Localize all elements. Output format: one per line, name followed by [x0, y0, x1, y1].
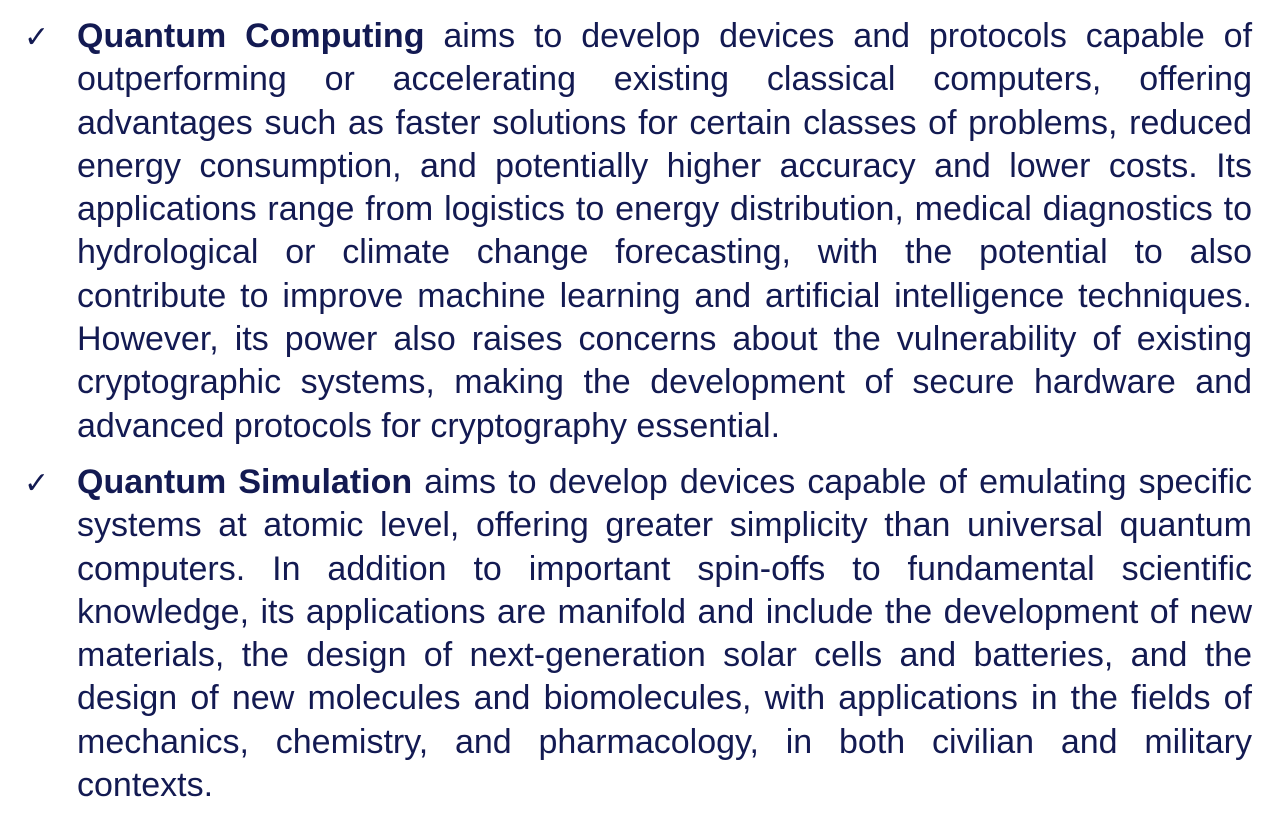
term-quantum-computing: Quantum Computing	[77, 17, 425, 55]
list-item-quantum-computing	[24, 15, 1252, 448]
body-quantum-computing: aims to develop devices and protocols capable of outperforming or accelerating existing classical computers, offering advantages such as faster solutions for certain classes of problems, reduced energy consumption, and potentially higher accuracy and lower costs. Its applications range from logistics to energy distribution, medical diagnostics to hydrological or climate change forecasting, with the potential to also contribute to improve machine learning and artificial intelligence techniques. However, its power also raises concerns about the vulnerability of existing cryptographic systems, making the development of secure hardware and advanced protocols for cryptography essential.	[77, 17, 1253, 445]
paragraph-quantum-simulation	[77, 461, 1252, 807]
check-icon: ✓	[24, 21, 50, 54]
check-icon: ✓	[24, 467, 50, 500]
paragraph-quantum-computing	[77, 15, 1252, 448]
list-item-quantum-simulation	[24, 461, 1252, 807]
body-quantum-simulation: aims to develop devices capable of emulating specific systems at atomic level, offering greater simplicity than universal quantum computers. In addition to important spin-offs to fundamental scientific knowledge, its applications are manifold and include the development of new materials, the design of next-generation solar cells and batteries, and the design of new molecules and biomolecules, with applications in the fields of mechanics, chemistry, and pharmacology, in both civilian and military contexts.	[77, 463, 1252, 805]
term-quantum-simulation: Quantum Simulation	[77, 463, 413, 501]
